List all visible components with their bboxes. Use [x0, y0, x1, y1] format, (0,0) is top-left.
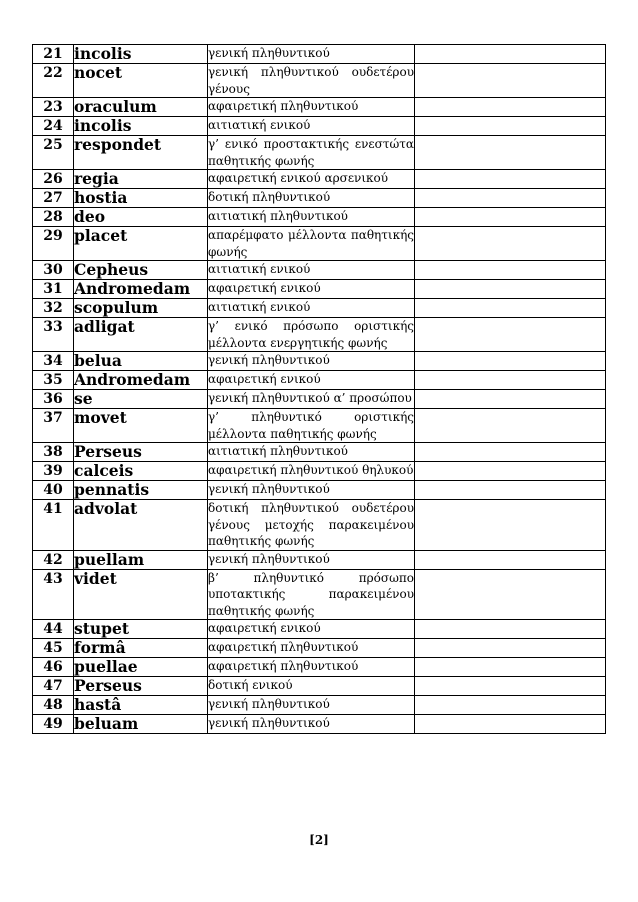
- grammar-description: δοτική ενικού: [208, 677, 415, 696]
- row-number: 24: [33, 117, 74, 136]
- table-row: [33, 550, 606, 569]
- grammar-description: γενική πληθυντικού: [208, 696, 415, 715]
- table-row: [33, 569, 606, 620]
- table-row: [33, 280, 606, 299]
- row-number: 31: [33, 280, 74, 299]
- latin-word: placet: [74, 227, 208, 261]
- latin-word: advolat: [74, 500, 208, 551]
- table-row: [33, 352, 606, 371]
- exercise-table: [32, 44, 606, 734]
- grammar-description: γ’ ενικό προστακτικής ενεστώτα παθητικής φωνής: [208, 137, 414, 168]
- latin-word: adligat: [74, 318, 208, 352]
- answer-cell[interactable]: [415, 261, 606, 280]
- table-row: [33, 227, 606, 261]
- grammar-description: γενική πληθυντικού: [208, 45, 415, 64]
- row-number: 23: [33, 98, 74, 117]
- latin-word: Andromedam: [74, 280, 208, 299]
- grammar-description: αφαιρετική πληθυντικού θηλυκού: [208, 462, 415, 481]
- grammar-description: γενική πληθυντικού: [208, 715, 415, 734]
- grammar-description: αφαιρετική ενικού: [208, 371, 415, 390]
- latin-word: puellae: [74, 658, 208, 677]
- answer-cell[interactable]: [415, 98, 606, 117]
- latin-word: hastâ: [74, 696, 208, 715]
- row-number: 49: [33, 715, 74, 734]
- answer-cell[interactable]: [415, 677, 606, 696]
- latin-word: calceis: [74, 462, 208, 481]
- latin-word: beluam: [74, 715, 208, 734]
- row-number: 26: [33, 170, 74, 189]
- exercise-table-body: [33, 45, 606, 734]
- answer-cell[interactable]: [415, 658, 606, 677]
- answer-cell[interactable]: [415, 189, 606, 208]
- latin-word: formâ: [74, 639, 208, 658]
- latin-word: respondet: [74, 136, 208, 170]
- answer-cell[interactable]: [415, 481, 606, 500]
- table-row: [33, 620, 606, 639]
- table-row: [33, 462, 606, 481]
- grammar-description: γενική πληθυντικού: [208, 481, 415, 500]
- table-row: [33, 658, 606, 677]
- table-row: [33, 500, 606, 551]
- table-row: [33, 318, 606, 352]
- answer-cell[interactable]: [415, 550, 606, 569]
- table-row: [33, 371, 606, 390]
- latin-word: se: [74, 390, 208, 409]
- grammar-description: αφαιρετική πληθυντικού: [208, 639, 415, 658]
- row-number: 42: [33, 550, 74, 569]
- answer-cell[interactable]: [415, 136, 606, 170]
- latin-word: pennatis: [74, 481, 208, 500]
- table-row: [33, 443, 606, 462]
- latin-word: movet: [74, 409, 208, 443]
- answer-cell[interactable]: [415, 64, 606, 98]
- latin-word: regia: [74, 170, 208, 189]
- answer-cell[interactable]: [415, 715, 606, 734]
- row-number: 40: [33, 481, 74, 500]
- row-number: 30: [33, 261, 74, 280]
- answer-cell[interactable]: [415, 45, 606, 64]
- row-number: 32: [33, 299, 74, 318]
- table-row: [33, 409, 606, 443]
- row-number: 29: [33, 227, 74, 261]
- grammar-description: αφαιρετική πληθυντικού: [208, 98, 415, 117]
- latin-word: oraculum: [74, 98, 208, 117]
- latin-word: incolis: [74, 45, 208, 64]
- row-number: 35: [33, 371, 74, 390]
- row-number: 44: [33, 620, 74, 639]
- row-number: 25: [33, 136, 74, 170]
- latin-word: Andromedam: [74, 371, 208, 390]
- answer-cell[interactable]: [415, 227, 606, 261]
- grammar-description: δοτική πληθυντικού ουδετέρου γένους μετοχής παρακειμένου παθητικής φωνής: [208, 501, 414, 548]
- grammar-description: γενική πληθυντικού: [208, 550, 415, 569]
- row-number: 21: [33, 45, 74, 64]
- answer-cell[interactable]: [415, 299, 606, 318]
- row-number: 39: [33, 462, 74, 481]
- answer-cell[interactable]: [415, 500, 606, 551]
- grammar-description: αφαιρετική ενικού: [208, 280, 415, 299]
- grammar-description: αιτιατική ενικού: [208, 117, 415, 136]
- latin-word: Cepheus: [74, 261, 208, 280]
- answer-cell[interactable]: [415, 443, 606, 462]
- table-row: [33, 136, 606, 170]
- page-number: [2]: [309, 833, 329, 847]
- table-row: [33, 208, 606, 227]
- table-row: [33, 170, 606, 189]
- latin-word: Perseus: [74, 443, 208, 462]
- latin-word: stupet: [74, 620, 208, 639]
- row-number: 46: [33, 658, 74, 677]
- grammar-description: αφαιρετική πληθυντικού: [208, 658, 415, 677]
- grammar-description: β’ πληθυντικό πρόσωπο υποτακτικής παρακειμένου παθητικής φωνής: [208, 570, 414, 618]
- row-number: 27: [33, 189, 74, 208]
- latin-word: Perseus: [74, 677, 208, 696]
- table-row: [33, 64, 606, 98]
- table-row: [33, 45, 606, 64]
- row-number: 47: [33, 677, 74, 696]
- answer-cell[interactable]: [415, 280, 606, 299]
- answer-cell[interactable]: [415, 696, 606, 715]
- table-row: [33, 696, 606, 715]
- answer-cell[interactable]: [415, 390, 606, 409]
- grammar-description: γενική πληθυντικού: [208, 352, 415, 371]
- table-row: [33, 189, 606, 208]
- answer-cell[interactable]: [415, 620, 606, 639]
- table-row: [33, 715, 606, 734]
- answer-cell[interactable]: [415, 371, 606, 390]
- latin-word: nocet: [74, 64, 208, 98]
- grammar-description: γενική πληθυντικού ουδετέρου γένους: [208, 65, 414, 96]
- row-number: 45: [33, 639, 74, 658]
- table-row: [33, 639, 606, 658]
- row-number: 22: [33, 64, 74, 98]
- row-number: 41: [33, 500, 74, 551]
- grammar-description: αιτιατική πληθυντικού: [208, 208, 415, 227]
- row-number: 37: [33, 409, 74, 443]
- answer-cell[interactable]: [415, 117, 606, 136]
- answer-cell[interactable]: [415, 318, 606, 352]
- latin-word: puellam: [74, 550, 208, 569]
- answer-cell[interactable]: [415, 352, 606, 371]
- row-number: 43: [33, 569, 74, 620]
- row-number: 33: [33, 318, 74, 352]
- table-row: [33, 117, 606, 136]
- table-row: [33, 261, 606, 280]
- latin-word: deo: [74, 208, 208, 227]
- row-number: 48: [33, 696, 74, 715]
- grammar-description: γενική πληθυντικού α’ προσώπου: [208, 390, 415, 409]
- row-number: 36: [33, 390, 74, 409]
- latin-word: belua: [74, 352, 208, 371]
- table-row: [33, 299, 606, 318]
- grammar-description: αφαιρετική ενικού: [208, 620, 415, 639]
- table-row: [33, 390, 606, 409]
- table-row: [33, 677, 606, 696]
- row-number: 28: [33, 208, 74, 227]
- latin-word: videt: [74, 569, 208, 620]
- grammar-description: αιτιατική ενικού: [208, 299, 415, 318]
- table-row: [33, 98, 606, 117]
- grammar-description: αφαιρετική ενικού αρσενικού: [208, 170, 415, 189]
- grammar-description: δοτική πληθυντικού: [208, 189, 415, 208]
- answer-cell[interactable]: [415, 569, 606, 620]
- row-number: 38: [33, 443, 74, 462]
- answer-cell[interactable]: [415, 170, 606, 189]
- grammar-description: αιτιατική ενικού: [208, 261, 415, 280]
- answer-cell[interactable]: [415, 208, 606, 227]
- latin-word: hostia: [74, 189, 208, 208]
- answer-cell[interactable]: [415, 639, 606, 658]
- latin-word: scopulum: [74, 299, 208, 318]
- row-number: 34: [33, 352, 74, 371]
- latin-word: incolis: [74, 117, 208, 136]
- grammar-description: απαρέμφατο μέλλοντα παθητικής φωνής: [208, 228, 414, 259]
- grammar-description: γ’ ενικό πρόσωπο οριστικής μέλλοντα ενεργητικής φωνής: [208, 319, 414, 350]
- grammar-description: γ’ πληθυντικό οριστικής μέλλοντα παθητικής φωνής: [208, 410, 414, 441]
- answer-cell[interactable]: [415, 462, 606, 481]
- grammar-description: αιτιατική πληθυντικού: [208, 443, 415, 462]
- table-row: [33, 481, 606, 500]
- answer-cell[interactable]: [415, 409, 606, 443]
